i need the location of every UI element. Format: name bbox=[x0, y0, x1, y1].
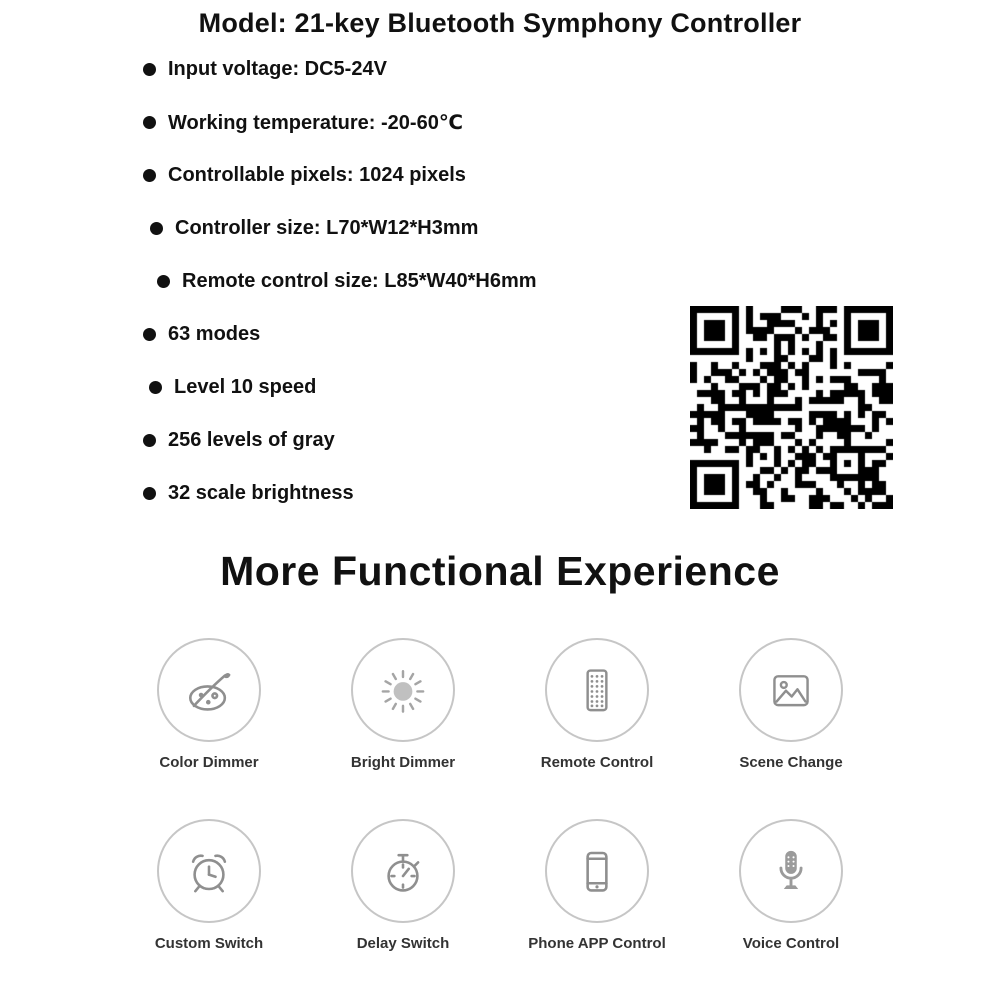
feature-label: Remote Control bbox=[540, 754, 654, 771]
bullet-icon bbox=[143, 328, 156, 341]
feature-remote-control bbox=[537, 638, 657, 771]
feature-voice-control bbox=[731, 819, 851, 952]
feature-row-2 bbox=[0, 819, 1000, 952]
remote-icon bbox=[545, 638, 649, 742]
smartphone-icon bbox=[545, 819, 649, 923]
spec-text: Working temperature: -20-60℃ bbox=[168, 111, 464, 134]
feature-label: Scene Change bbox=[739, 754, 843, 771]
feature-label: Bright Dimmer bbox=[350, 754, 456, 771]
feature-delay-switch bbox=[343, 819, 463, 952]
feature-label: Custom Switch bbox=[154, 935, 264, 952]
feature-color-dimmer bbox=[149, 638, 269, 771]
bullet-icon bbox=[143, 487, 156, 500]
spec-text: Controller size: L70*W12*H3mm bbox=[175, 216, 479, 239]
feature-grid bbox=[0, 638, 1000, 952]
spec-item bbox=[143, 163, 537, 187]
feature-scene-change bbox=[731, 638, 851, 771]
feature-phone-app-control bbox=[528, 819, 666, 952]
feature-label: Color Dimmer bbox=[159, 754, 259, 771]
alarm-clock-icon bbox=[157, 819, 261, 923]
stopwatch-icon bbox=[351, 819, 455, 923]
spec-item bbox=[143, 375, 537, 399]
spec-text: Level 10 speed bbox=[174, 375, 317, 398]
page-title: Model: 21-key Bluetooth Symphony Controller bbox=[198, 8, 802, 38]
bullet-icon bbox=[150, 222, 163, 235]
spec-text: 256 levels of gray bbox=[168, 428, 335, 451]
bullet-icon bbox=[143, 116, 156, 129]
microphone-icon bbox=[739, 819, 843, 923]
spec-item bbox=[143, 110, 537, 134]
spec-text: 63 modes bbox=[168, 322, 261, 345]
spec-list bbox=[143, 57, 537, 534]
feature-row-1 bbox=[0, 638, 1000, 771]
bullet-icon bbox=[143, 434, 156, 447]
palette-icon bbox=[157, 638, 261, 742]
spec-text: Controllable pixels: 1024 pixels bbox=[168, 163, 466, 186]
spec-item bbox=[143, 269, 537, 293]
sun-icon bbox=[351, 638, 455, 742]
bullet-icon bbox=[149, 381, 162, 394]
spec-text: Remote control size: L85*W40*H6mm bbox=[182, 269, 537, 292]
spec-text: 32 scale brightness bbox=[168, 481, 354, 504]
bullet-icon bbox=[143, 63, 156, 76]
scene-icon bbox=[739, 638, 843, 742]
spec-item bbox=[143, 57, 537, 81]
qr-code bbox=[690, 306, 893, 509]
feature-custom-switch bbox=[149, 819, 269, 952]
spec-item bbox=[143, 216, 537, 240]
spec-item bbox=[143, 322, 537, 346]
feature-bright-dimmer bbox=[343, 638, 463, 771]
feature-label: Delay Switch bbox=[356, 935, 450, 952]
bullet-icon bbox=[143, 169, 156, 182]
section-title: More Functional Experience bbox=[220, 548, 780, 594]
qr-code-canvas bbox=[690, 306, 893, 509]
feature-label: Voice Control bbox=[742, 935, 840, 952]
bullet-icon bbox=[157, 275, 170, 288]
spec-item bbox=[143, 428, 537, 452]
spec-text: Input voltage: DC5-24V bbox=[168, 57, 387, 80]
spec-item bbox=[143, 481, 537, 505]
feature-label: Phone APP Control bbox=[528, 935, 666, 952]
